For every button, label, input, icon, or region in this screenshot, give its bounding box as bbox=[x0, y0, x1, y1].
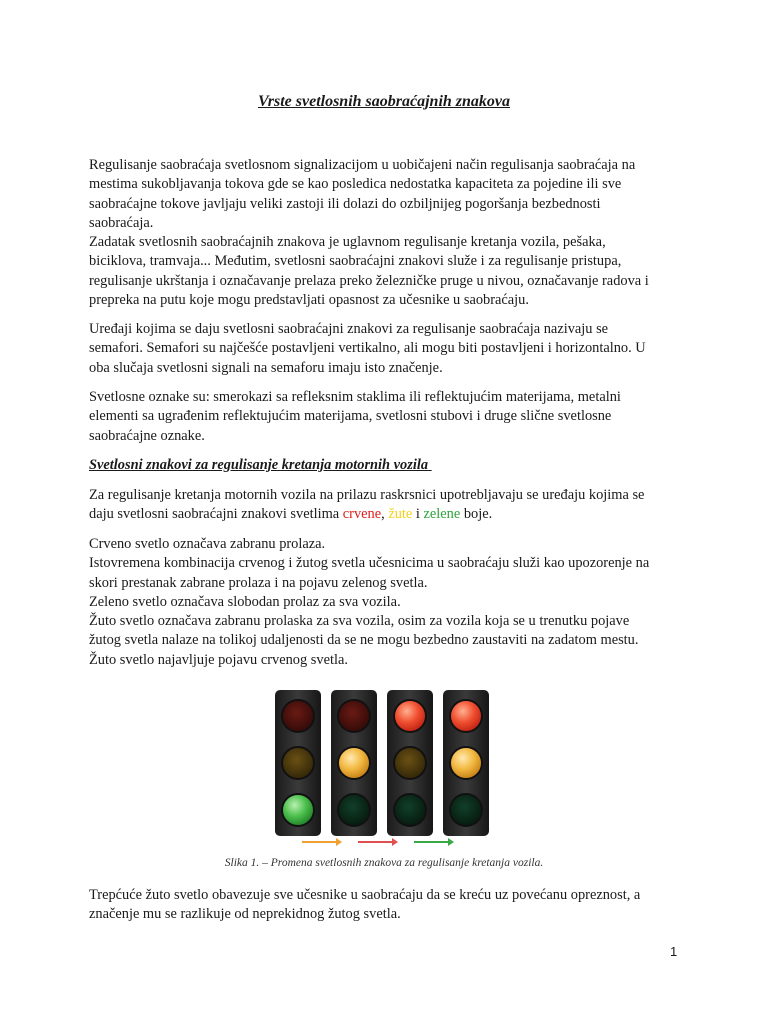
red-lamp-off bbox=[338, 700, 370, 732]
arrow-right-icon bbox=[358, 838, 398, 846]
text-line: oba slučaja svetlosni signali na semaforu imaju isto značenje. bbox=[89, 359, 443, 376]
green-lamp-off bbox=[394, 794, 426, 826]
figure-caption: Slika 1. – Promena svetlosnih znakova za regulisanje kretanja vozila. bbox=[224, 857, 544, 869]
text-line: Žuto svetlo najavljuje pojavu crvenog svetla. bbox=[89, 651, 348, 668]
text-fragment: daju svetlosni saobraćajni znakovi svetlima bbox=[89, 506, 343, 523]
text-line: Uređaji kojima se daju svetlosni saobraćajni znakovi za regulisanje saobraćaja nazivaju se bbox=[89, 321, 609, 337]
text-fragment: , bbox=[381, 506, 389, 523]
text-line: žutog svetla nalaze na tolikoj udaljenosti da se ne mogu bezbedno zaustaviti na zadatom mestu. bbox=[89, 632, 639, 649]
yellow-lamp-on bbox=[450, 747, 482, 779]
text-line: semafori. Semafori su najčešće postavljeni vertikalno, ali mogu biti postavljeni i horizontalno. U bbox=[89, 340, 646, 357]
traffic-light-green-phase bbox=[275, 690, 321, 836]
arrow-right-icon bbox=[302, 838, 342, 846]
traffic-light-red-yellow-phase bbox=[443, 690, 489, 836]
page-number: 1 bbox=[670, 944, 678, 959]
text-line: Regulisanje saobraćaja svetlosnom signalizacijom u uobičajeni način regulisanja saobraćaja na bbox=[89, 157, 636, 173]
green-lamp-off bbox=[338, 794, 370, 826]
text-line: regulisanje ukrštanja i označavanje prelaza preko železničke pruge u nivou, označavanje radova i bbox=[89, 272, 649, 289]
text-line: Žuto svetlo označava zabranu prolaska za sva vozila, osim za vozila koja se u trenutku pojave bbox=[89, 613, 630, 630]
text-line: značenje mu se razlikuje od neprekidnog žutog svetla. bbox=[89, 906, 401, 923]
text-line: Svetlosne oznake su: smerokazi sa refleksnim staklima ili reflektujućim materijama, metalni bbox=[89, 389, 621, 405]
section-subheading: Svetlosni znakovi za regulisanje kretanja motornih vozila bbox=[89, 457, 432, 473]
text-line: Trepćuće žuto svetlo obavezuje sve učesnike u saobraćaju da se kreću uz povećanu opreznost, a bbox=[89, 887, 641, 903]
paragraph-trepcuce-zuto bbox=[89, 886, 681, 925]
yellow-lamp-off bbox=[394, 747, 426, 779]
yellow-lamp-off bbox=[282, 747, 314, 779]
paragraph-motorna-vozila bbox=[89, 486, 681, 525]
red-word: crvene bbox=[342, 506, 382, 523]
text-line: Za regulisanje kretanja motornih vozila na prilazu raskrsnici upotrebljavaju se uređaju kojima se bbox=[89, 487, 645, 503]
red-lamp-on bbox=[450, 700, 482, 732]
text-line: Zadatak svetlosnih saobraćajnih znakova je uglavnom regulisanje kretanja vozila, pešaka, bbox=[89, 234, 606, 251]
paragraph-semafori bbox=[89, 320, 681, 378]
text-fragment: i bbox=[412, 506, 424, 523]
traffic-lights-figure bbox=[272, 686, 494, 852]
text-line: mestima sukobljavanja tokova gde se kao posledica nedostatka kapaciteta za pojedine ili sve bbox=[89, 176, 622, 193]
text-line-colored bbox=[89, 505, 681, 524]
yellow-lamp-on bbox=[338, 747, 370, 779]
green-lamp-on bbox=[282, 794, 314, 826]
text-line: skori prestanak zabrane prolaza i na pojavu zelenog svetla. bbox=[89, 574, 428, 591]
text-line: saobraćajne tokove javljaju veliki zastoji ili dolazi do ozbiljnijeg pogoršanja bezbednosti bbox=[89, 195, 601, 212]
yellow-word: žute bbox=[388, 506, 413, 523]
red-lamp-off bbox=[282, 700, 314, 732]
paragraph-intro bbox=[89, 156, 681, 310]
traffic-light-red-phase bbox=[387, 690, 433, 836]
paragraph-svetlosne-oznake bbox=[89, 388, 681, 446]
text-line: saobraćaja. bbox=[89, 214, 154, 231]
text-line: biciklova, tramvaja... Međutim, svetlosni saobraćajni znakovi služe i za regulisanje pristupa, bbox=[89, 253, 622, 270]
text-line: prepreka na putu koje mogu predstavljati opasnost za učesnike u saobraćaju. bbox=[89, 292, 529, 309]
green-word: zelene bbox=[423, 506, 461, 523]
red-lamp-on bbox=[394, 700, 426, 732]
text-line: Zeleno svetlo označava slobodan prolaz za sva vozila. bbox=[89, 593, 401, 610]
traffic-light-yellow-phase bbox=[331, 690, 377, 836]
arrow-right-icon bbox=[414, 838, 454, 846]
document-title: Vrste svetlosnih saobraćajnih znakova bbox=[257, 93, 511, 110]
text-fragment: boje. bbox=[460, 506, 493, 523]
text-line: Crveno svetlo označava zabranu prolaza. bbox=[89, 536, 326, 552]
paragraph-znacenje-svetala bbox=[89, 535, 681, 670]
text-line: Istovremena kombinacija crvenog i žutog svetla učesnicima u saobraćaju služi kao upozorenje na bbox=[89, 555, 650, 572]
text-line: elementi sa ugrađenim reflektujućim materijama, svetlosni stubovi i druge slične svetlosne bbox=[89, 408, 612, 425]
text-line: saobraćajne oznake. bbox=[89, 427, 205, 444]
green-lamp-off bbox=[450, 794, 482, 826]
